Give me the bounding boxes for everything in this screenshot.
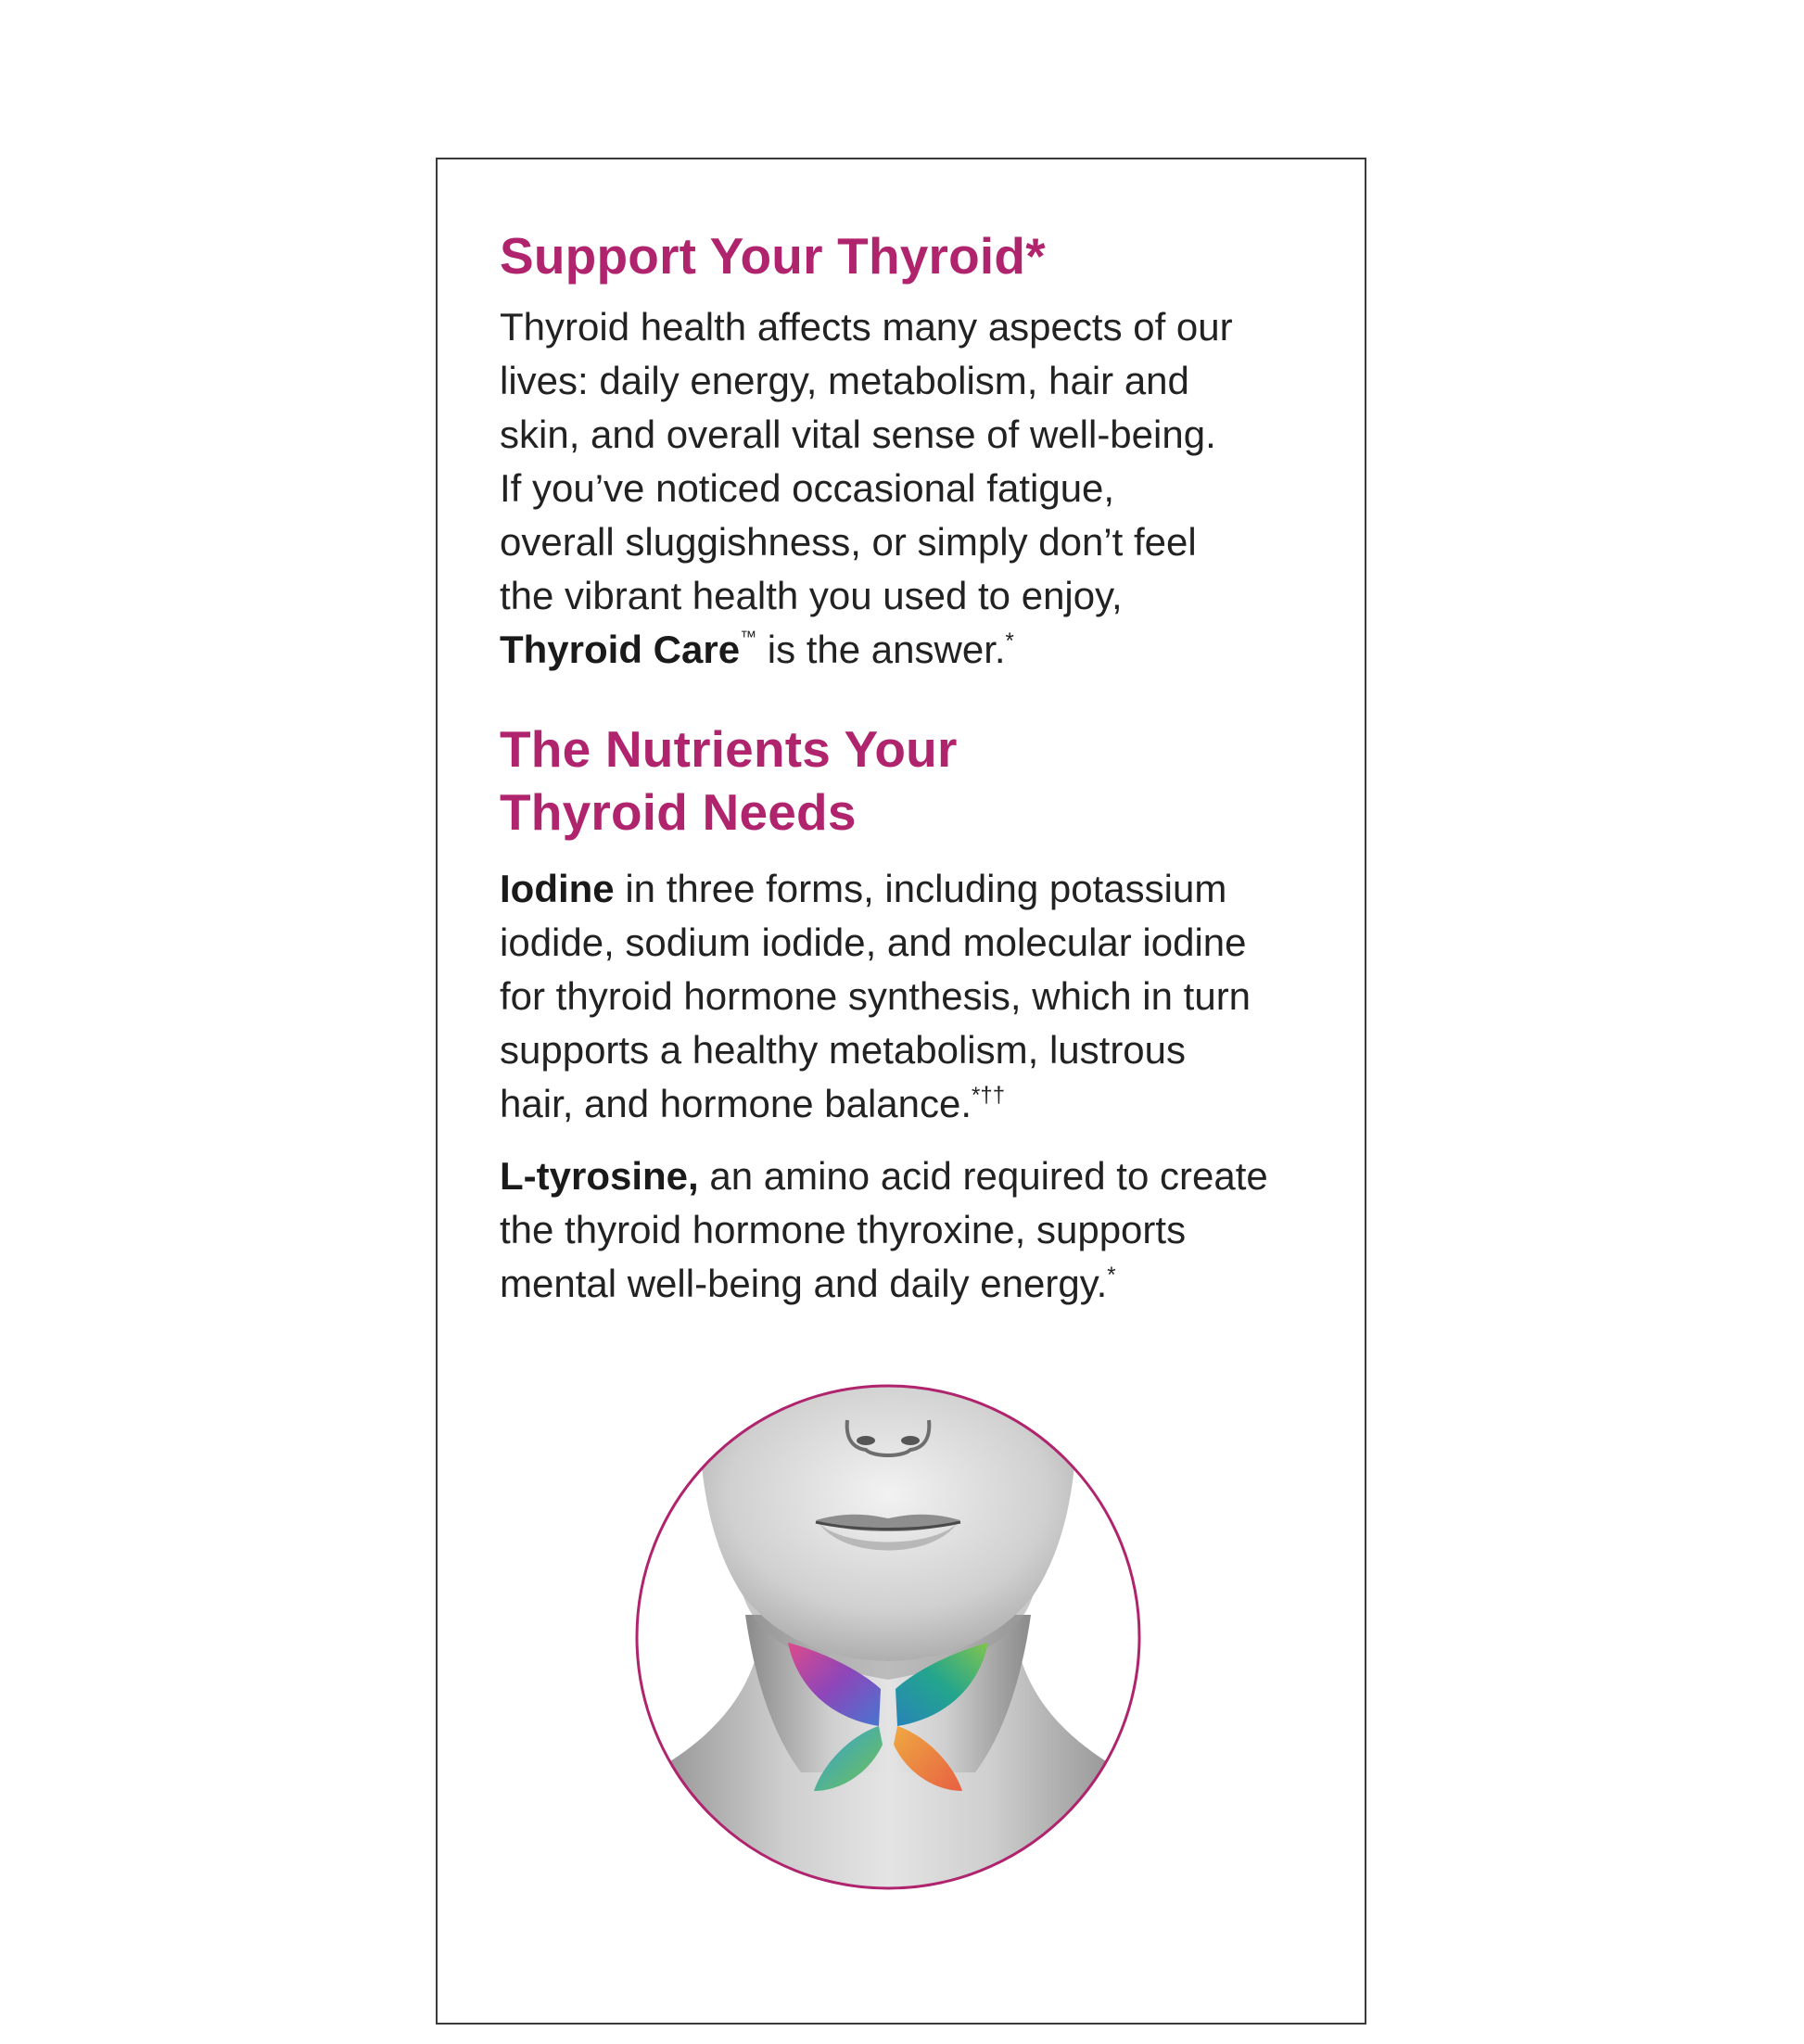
intro-line-1: Thyroid health affects many aspects of our	[500, 305, 1233, 349]
intro-line-4: If you’ve noticed occasional fatigue,	[500, 466, 1115, 510]
tyrosine-line-2: the thyroid hormone thyroxine, supports	[500, 1208, 1187, 1251]
panel-content	[500, 224, 1334, 1311]
intro-footnote-mark: *	[1005, 628, 1014, 654]
intro-line-5: overall sluggishness, or simply don’t feel	[500, 520, 1197, 564]
intro-line-7	[500, 623, 1334, 677]
tyrosine-footnote-mark: *	[1107, 1263, 1116, 1288]
tyrosine-line-3-text: mental well-being and daily energy.	[500, 1262, 1108, 1305]
support-thyroid-heading: Support Your Thyroid*	[500, 227, 1046, 285]
product-name: Thyroid Care	[500, 628, 741, 671]
intro-line-3: skin, and overall vital sense of well-being.	[500, 413, 1216, 456]
iodine-line-4: supports a healthy metabolism, lustrous	[500, 1028, 1187, 1072]
tyrosine-paragraph	[500, 1149, 1334, 1311]
intro-line-2: lives: daily energy, metabolism, hair and	[500, 359, 1189, 402]
face-neck-butterfly-icon	[634, 1383, 1142, 1891]
tyrosine-line-1	[500, 1149, 1334, 1203]
iodine-paragraph	[500, 862, 1334, 1131]
intro-line-6: the vibrant health you used to enjoy,	[500, 574, 1123, 617]
nutrients-heading-line-1: The Nutrients Your	[500, 720, 958, 778]
trademark-symbol: ™	[740, 628, 757, 646]
iodine-line-1-rest: in three forms, including potassium	[614, 867, 1227, 910]
tyrosine-line-1-rest: an amino acid required to create	[698, 1154, 1268, 1198]
nutrients-heading	[500, 717, 1334, 844]
nutrients-heading-line-2: Thyroid Needs	[500, 783, 857, 841]
iodine-footnote-mark: *††	[972, 1083, 1006, 1108]
tyrosine-term: L-tyrosine,	[500, 1154, 699, 1198]
thyroid-illustration-svg	[634, 1383, 1142, 1891]
iodine-line-5	[500, 1077, 1334, 1131]
tyrosine-line-3	[500, 1257, 1334, 1311]
product-info-panel	[436, 158, 1366, 2025]
iodine-line-2: iodide, sodium iodide, and molecular iodine	[500, 920, 1247, 964]
iodine-line-1	[500, 862, 1334, 916]
nutrients-heading-wrap	[500, 717, 1334, 844]
iodine-term: Iodine	[500, 867, 615, 910]
intro-paragraph	[500, 300, 1334, 677]
iodine-line-5-text: hair, and hormone balance.	[500, 1082, 972, 1125]
intro-line-7-rest: is the answer.	[756, 628, 1006, 671]
iodine-line-3: for thyroid hormone synthesis, which in turn	[500, 974, 1251, 1018]
